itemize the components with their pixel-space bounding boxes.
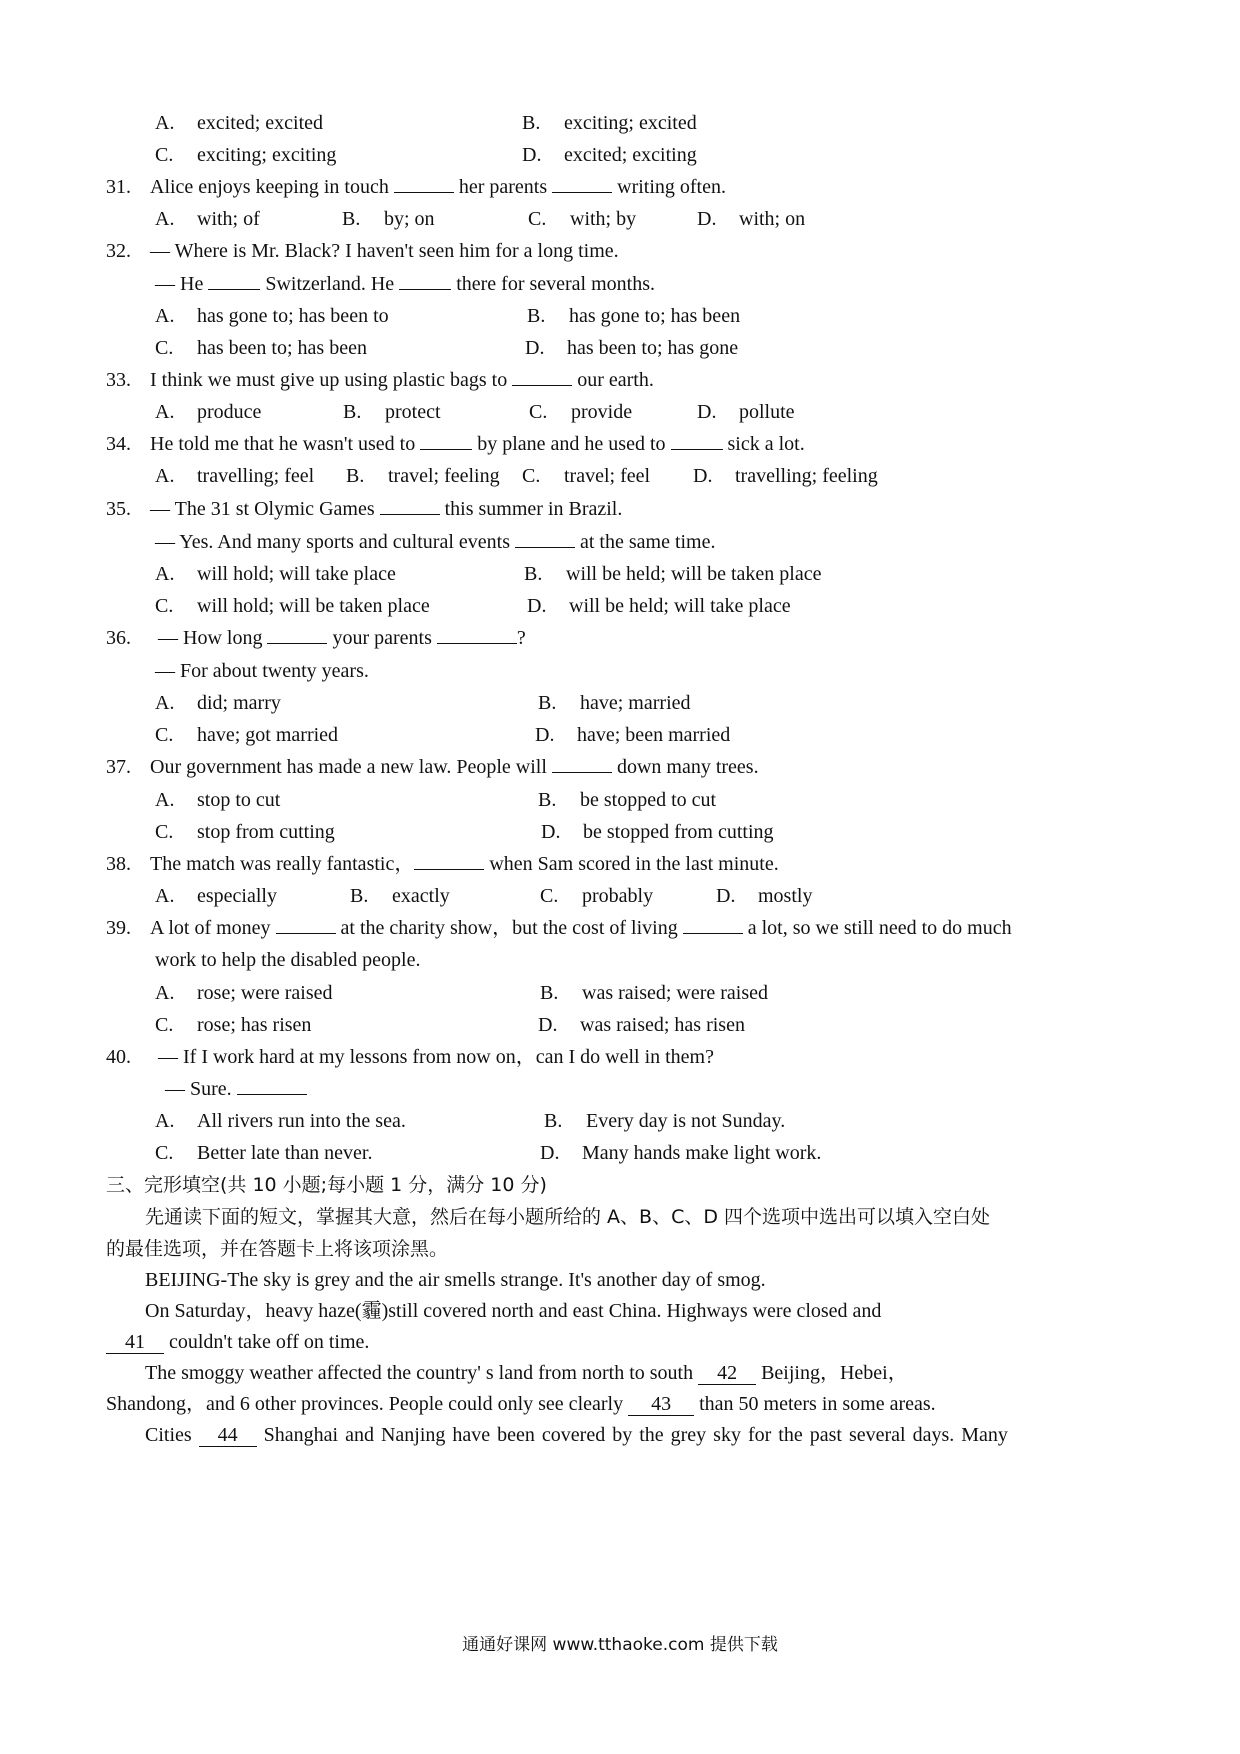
q37-option-a[interactable]: A. stop to cut	[155, 789, 281, 811]
q33-option-c[interactable]: C. provide	[529, 401, 633, 423]
passage-line5: Shandong，and 6 other provinces. People could only see clearly 43 than 50 meters in some areas.	[106, 1393, 936, 1415]
q33-number: 33.	[106, 369, 131, 391]
q31-stem: Alice enjoys keeping in touch her parents writing often.	[150, 176, 726, 198]
q30-option-b[interactable]: B. exciting; excited	[522, 112, 697, 134]
q31-number: 31.	[106, 176, 131, 198]
passage-line1: BEIJING-The sky is grey and the air smells strange. It's another day of smog.	[145, 1269, 766, 1291]
blank[interactable]	[208, 271, 260, 290]
q32-option-b[interactable]: B. has gone to; has been	[527, 305, 741, 327]
q33-option-d[interactable]: D. pollute	[697, 401, 795, 423]
q35-option-d[interactable]: D. will be held; will take place	[527, 595, 791, 617]
q35-option-b[interactable]: B. will be held; will be taken place	[524, 563, 822, 585]
q31-option-c[interactable]: C. with; by	[528, 208, 637, 230]
q34-number: 34.	[106, 433, 131, 455]
passage-line3: 41 couldn't take off on time.	[106, 1329, 369, 1355]
q39-line1: A lot of money at the charity show，but the cost of living a lot, so we still need to do much	[150, 917, 1012, 939]
blank[interactable]	[380, 496, 440, 515]
blank[interactable]	[394, 174, 454, 193]
q33-option-a[interactable]: A. produce	[155, 401, 262, 423]
q35-option-a[interactable]: A. will hold; will take place	[155, 563, 396, 585]
q40-option-b[interactable]: B. Every day is not Sunday.	[544, 1110, 786, 1132]
q30-option-a[interactable]: A. excited; excited	[155, 112, 324, 134]
blank[interactable]	[399, 271, 451, 290]
q30-option-c[interactable]: C. exciting; exciting	[155, 144, 337, 166]
q36-line1: — How long your parents ?	[158, 627, 526, 649]
q37-option-c[interactable]: C. stop from cutting	[155, 821, 335, 843]
q30-option-d[interactable]: D. excited; exciting	[522, 144, 697, 166]
q40-option-a[interactable]: A. All rivers run into the sea.	[155, 1110, 406, 1132]
blank[interactable]	[552, 174, 612, 193]
q40-number: 40.	[106, 1046, 131, 1068]
blank[interactable]	[437, 625, 517, 644]
blank[interactable]	[552, 754, 612, 773]
q40-line2: — Sure.	[165, 1076, 307, 1102]
blank[interactable]	[515, 529, 575, 548]
q38-option-d[interactable]: D. mostly	[716, 885, 813, 907]
q35-option-c[interactable]: C. will hold; will be taken place	[155, 595, 430, 617]
q36-line2: — For about twenty years.	[155, 660, 369, 682]
q31-option-a[interactable]: A. with; of	[155, 208, 260, 230]
q32-option-d[interactable]: D. has been to; has gone	[525, 337, 739, 359]
q34-option-b[interactable]: B. travel; feeling	[346, 465, 500, 487]
section-instruction-line1: 先通读下面的短文，掌握其大意，然后在每小题所给的 A、B、C、D 四个选项中选出可以填入空白处	[145, 1206, 991, 1228]
blank[interactable]	[683, 915, 743, 934]
cloze-blank-43[interactable]: 43	[628, 1393, 694, 1416]
q35-line2: — Yes. And many sports and cultural events at the same time.	[155, 531, 716, 553]
q36-option-a[interactable]: A. did; marry	[155, 692, 281, 714]
q33-option-b[interactable]: B. protect	[343, 401, 441, 423]
q35-number: 35.	[106, 498, 131, 520]
cloze-blank-42[interactable]: 42	[698, 1362, 756, 1385]
q33-stem: I think we must give up using plastic bags to our earth.	[150, 369, 654, 391]
q36-number: 36.	[106, 627, 131, 649]
q38-option-c[interactable]: C. probably	[540, 885, 654, 907]
q39-option-b[interactable]: B. was raised; were raised	[540, 982, 769, 1004]
q34-stem: He told me that he wasn't used to by plane and he used to sick a lot.	[150, 433, 805, 455]
blank[interactable]	[512, 367, 572, 386]
section-heading: 三、完形填空(共 10 小题;每小题 1 分，满分 10 分)	[106, 1174, 547, 1196]
q37-option-d[interactable]: D. be stopped from cutting	[541, 821, 774, 843]
q40-line1: — If I work hard at my lessons from now on，can I do well in them?	[158, 1046, 714, 1068]
cloze-blank-41[interactable]: 41	[106, 1331, 164, 1354]
q36-option-c[interactable]: C. have; got married	[155, 724, 339, 746]
q34-option-a[interactable]: A. travelling; feel	[155, 465, 315, 487]
passage-line6: Cities 44 Shanghai and Nanjing have been covered by the grey sky for the past several days. Many	[145, 1424, 1008, 1446]
q31-option-d[interactable]: D. with; on	[697, 208, 806, 230]
q35-line1: — The 31 st Olymic Games this summer in Brazil.	[150, 498, 623, 520]
q39-option-c[interactable]: C. rose; has risen	[155, 1014, 312, 1036]
q32-number: 32.	[106, 240, 131, 262]
q37-number: 37.	[106, 756, 131, 778]
page-footer: 通通好课网 www.tthaoke.com 提供下载	[462, 1635, 778, 1655]
blank[interactable]	[671, 431, 723, 450]
q39-option-d[interactable]: D. was raised; has risen	[538, 1014, 745, 1036]
passage-line4: The smoggy weather affected the country' s land from north to south 42 Beijing，Hebei，	[145, 1362, 908, 1384]
q34-option-c[interactable]: C. travel; feel	[522, 465, 651, 487]
q36-option-b[interactable]: B. have; married	[538, 692, 691, 714]
q32-line1: — Where is Mr. Black? I haven't seen him for a long time.	[150, 240, 619, 262]
blank[interactable]	[414, 851, 484, 870]
blank[interactable]	[420, 431, 472, 450]
section-instruction-line2: 的最佳选项，并在答题卡上将该项涂黑。	[106, 1238, 449, 1260]
q40-option-c[interactable]: C. Better late than never.	[155, 1142, 373, 1164]
cloze-blank-44[interactable]: 44	[199, 1424, 257, 1447]
q38-number: 38.	[106, 853, 131, 875]
q40-option-d[interactable]: D. Many hands make light work.	[540, 1142, 822, 1164]
q32-option-a[interactable]: A. has gone to; has been to	[155, 305, 389, 327]
q31-option-b[interactable]: B. by; on	[342, 208, 435, 230]
q39-line2: work to help the disabled people.	[155, 949, 421, 971]
q39-number: 39.	[106, 917, 131, 939]
q37-option-b[interactable]: B. be stopped to cut	[538, 789, 717, 811]
q38-option-a[interactable]: A. especially	[155, 885, 277, 907]
blank[interactable]	[267, 625, 327, 644]
q37-stem: Our government has made a new law. People will down many trees.	[150, 756, 759, 778]
q39-option-a[interactable]: A. rose; were raised	[155, 982, 333, 1004]
q36-option-d[interactable]: D. have; been married	[535, 724, 731, 746]
passage-line2: On Saturday，heavy haze(霾)still covered north and east China. Highways were closed and	[145, 1300, 882, 1322]
q34-option-d[interactable]: D. travelling; feeling	[693, 465, 878, 487]
q32-line2: — He Switzerland. He there for several months.	[155, 273, 656, 295]
q38-option-b[interactable]: B. exactly	[350, 885, 450, 907]
blank[interactable]	[237, 1076, 307, 1095]
q38-stem: The match was really fantastic， when Sam scored in the last minute.	[150, 853, 779, 875]
blank[interactable]	[276, 915, 336, 934]
q32-option-c[interactable]: C. has been to; has been	[155, 337, 367, 359]
